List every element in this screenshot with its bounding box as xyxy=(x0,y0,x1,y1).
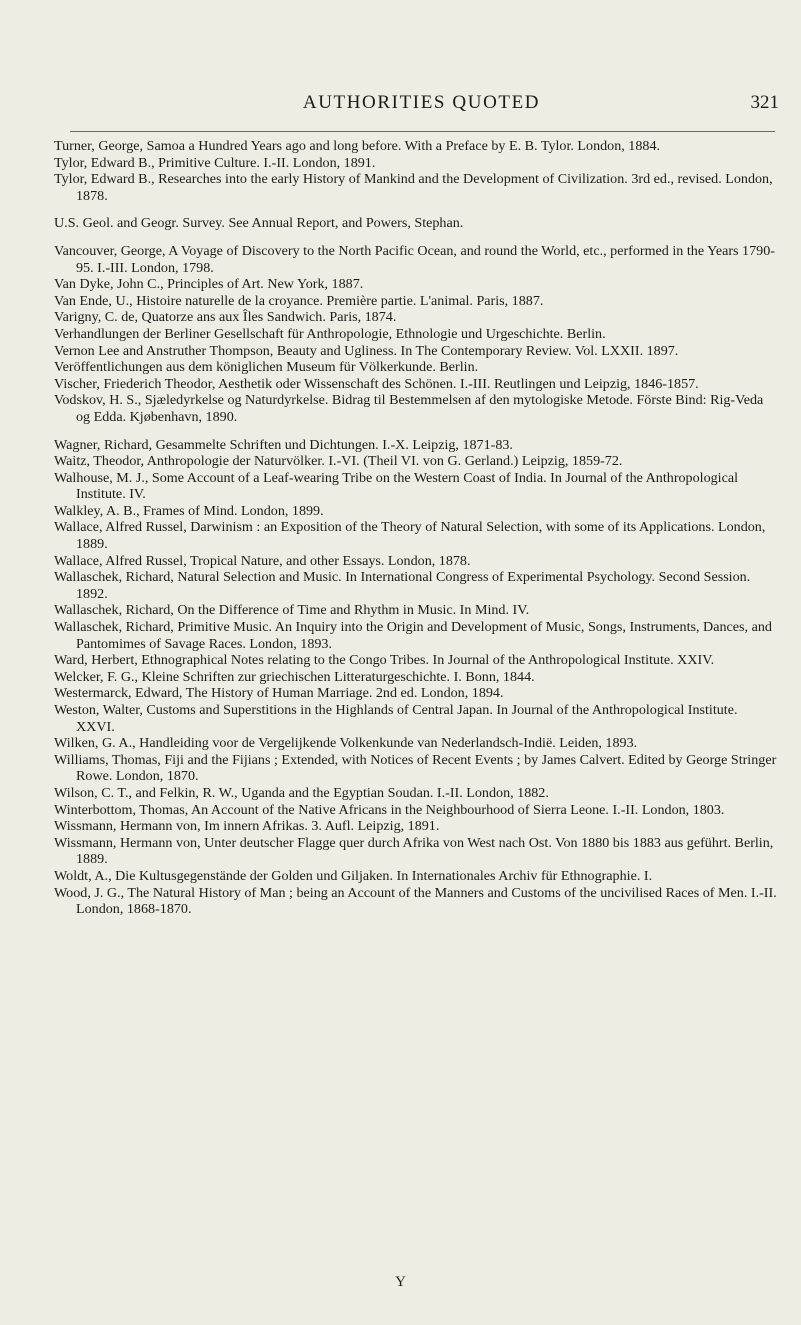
bibliography-entry: Vernon Lee and Anstruther Thompson, Beauty and Ugliness. In The Contemporary Review. Vol. LXXII. 1897. xyxy=(54,342,679,359)
bibliography-entry: Wallaschek, Richard, Primitive Music. An Inquiry into the Origin and Development of Music, Songs, Instruments, Dances, and Pantomimes of Savage Races. London, 1893. xyxy=(54,619,772,652)
bibliography-entry: Walhouse, M. J., Some Account of a Leaf-wearing Tribe on the Western Coast of India. In Journal of the Anthropological Institute. IV. xyxy=(54,469,739,503)
bibliography-entry: Wagner, Richard, Gesammelte Schriften und Dichtungen. I.-X. Leipzig, 1871-83. xyxy=(54,436,513,453)
bibliography-entry: Wallaschek, Richard, On the Difference of Time and Rhythm in Music. In Mind. IV. xyxy=(54,602,530,619)
bibliography-entry: Vodskov, H. S., Sjæledyrkelse og Naturdyrkelse. Bidrag til Bestemmelsen af den mytologiske Metode. Förste Bind: Rig-Veda og Edda. Kjøbenhavn, 1890. xyxy=(54,392,764,425)
bibliography-entry: Welcker, F. G., Kleine Schriften zur griechischen Litteraturgeschichte. I. Bonn, 1844. xyxy=(54,668,535,685)
page-header xyxy=(64,92,779,122)
bibliography-entry: Wissmann, Hermann von, Unter deutscher Flagge quer durch Afrika von West nach Ost. Von 1880 bis 1883 aus geführt. Berlin, 1889. xyxy=(54,834,774,868)
bibliography-entry: Vancouver, George, A Voyage of Discovery to the North Pacific Ocean, and round the World, etc., performed in the Years 1790-95. I.-III. London, 1798. xyxy=(54,242,775,276)
bibliography-entry: Walkley, A. B., Frames of Mind. London, 1899. xyxy=(54,502,324,519)
bibliography-entry: U.S. Geol. and Geogr. Survey. See Annual Report, and Powers, Stephan. xyxy=(54,215,464,232)
bibliography-list xyxy=(54,138,779,918)
running-title: AUTHORITIES QUOTED xyxy=(302,92,541,113)
bibliography-entry: Wilken, G. A., Handleiding voor de Vergelijkende Volkenkunde van Nederlandsch-Indië. Leiden, 1893. xyxy=(54,735,638,752)
bibliography-entry: Van Dyke, John C., Principles of Art. New York, 1887. xyxy=(54,276,364,293)
bibliography-entry: Wallace, Alfred Russel, Tropical Nature, and other Essays. London, 1878. xyxy=(54,552,471,569)
bibliography-entry: Wallaschek, Richard, Natural Selection and Music. In International Congress of Experimental Psychology. Second Session. 1892. xyxy=(54,569,751,602)
bibliography-entry: Westermarck, Edward, The History of Human Marriage. 2nd ed. London, 1894. xyxy=(54,685,504,702)
bibliography-entry: Ward, Herbert, Ethnographical Notes relating to the Congo Tribes. In Journal of the Anthropological Institute. XXIV. xyxy=(54,652,715,669)
bibliography-entry: Varigny, C. de, Quatorze ans aux Îles Sandwich. Paris, 1874. xyxy=(54,309,397,326)
bibliography-entry: Wilson, C. T., and Felkin, R. W., Uganda and the Egyptian Soudan. I.-II. London, 1882. xyxy=(54,784,549,801)
bibliography-entry: Van Ende, U., Histoire naturelle de la croyance. Première partie. L'animal. Paris, 1887. xyxy=(54,292,544,309)
bibliography-entry: Turner, George, Samoa a Hundred Years ago and long before. With a Preface by E. B. Tylor. London, 1884. xyxy=(54,138,661,154)
bibliography-entry: Wissmann, Hermann von, Im innern Afrikas. 3. Aufl. Leipzig, 1891. xyxy=(54,818,440,835)
bibliography-entry: Williams, Thomas, Fiji and the Fijians ; Extended, with Notices of Recent Events ; by James Calvert. Edited by George Stringer Rowe. London, 1870. xyxy=(54,751,777,785)
signature-mark: Y xyxy=(395,1274,406,1290)
bibliography-entry: Veröffentlichungen aus dem königlichen Museum für Völkerkunde. Berlin. xyxy=(54,359,479,376)
bibliography-entry: Winterbottom, Thomas, An Account of the Native Africans in the Neighbourhood of Sierra Leone. I.-II. London, 1803. xyxy=(54,801,725,818)
bibliography-entry: Verhandlungen der Berliner Gesellschaft für Anthropologie, Ethnologie und Urgeschichte. Berlin. xyxy=(54,325,606,342)
bibliography-entry: Tylor, Edward B., Researches into the early History of Mankind and the Development of Civilization. 3rd ed., revised. London, 1878. xyxy=(54,171,773,204)
bibliography-entry: Woldt, A., Die Kultusgegenstände der Golden und Giljaken. In Internationales Archiv für Ethnographie. I. xyxy=(54,867,653,884)
bibliography-entry: Weston, Walter, Customs and Superstitions in the Highlands of Central Japan. In Journal of the Anthropological Institute. XXVI. xyxy=(54,702,738,735)
bibliography-entry: Vischer, Friederich Theodor, Aesthetik oder Wissenschaft des Schönen. I.-III. Reutlingen und Leipzig, 1846-1857. xyxy=(54,375,699,392)
bibliography-entry: Waitz, Theodor, Anthropologie der Naturvölker. I.-VI. (Theil VI. von G. Gerland.) Leipzig, 1859-72. xyxy=(54,453,623,470)
bibliography-entry: Wallace, Alfred Russel, Darwinism : an Exposition of the Theory of Natural Selection, with some of its Applications. London, 1889. xyxy=(54,519,766,553)
page-number: 321 xyxy=(750,92,779,113)
bibliography-entry: Wood, J. G., The Natural History of Man ; being an Account of the Manners and Customs of the uncivilised Races of Men. I.-II. London, 1868-1870. xyxy=(54,884,777,918)
bibliography-entry: Tylor, Edward B., Primitive Culture. I.-II. London, 1891. xyxy=(54,154,376,171)
header-rule xyxy=(70,131,775,132)
